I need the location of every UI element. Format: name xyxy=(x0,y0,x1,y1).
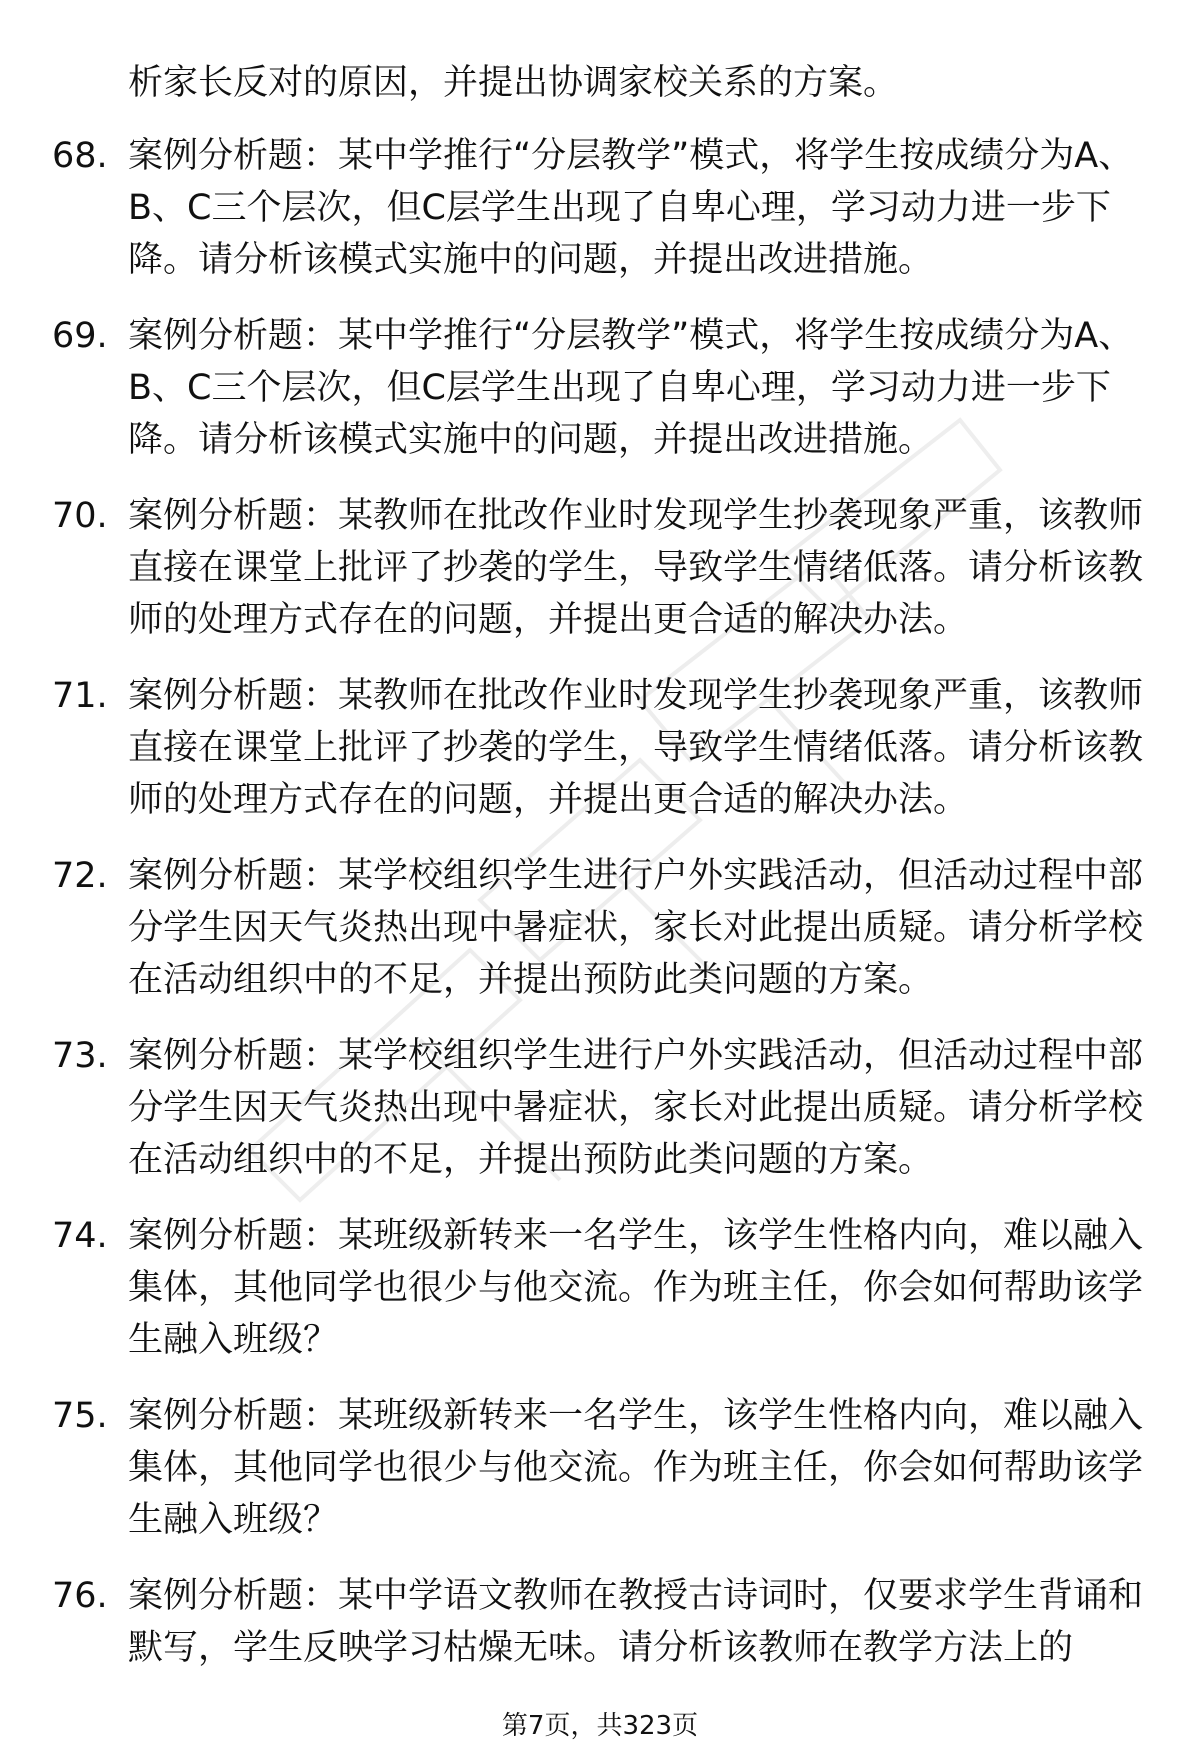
question-text: 案例分析题：某教师在批改作业时发现学生抄袭现象严重，该教师直接在课堂上批评了抄袭的学生，导致学生情绪低落。请分析该教师的处理方式存在的问题，并提出更合适的解决办法。 xyxy=(128,496,1144,640)
question-number: 70. xyxy=(52,496,108,536)
question-number: 75. xyxy=(52,1396,108,1436)
question-number: 72. xyxy=(52,856,108,896)
question-text: 案例分析题：某中学推行“分层教学”模式，将学生按成绩分为A、B、C三个层次，但C层学生出现了自卑心理，学习动力进一步下降。请分析该模式实施中的问题，并提出改进措施。 xyxy=(128,316,1134,460)
question-number: 73. xyxy=(52,1036,108,1076)
page-footer: 第7页，共323页 xyxy=(501,1711,699,1741)
question-number: 76. xyxy=(52,1576,108,1616)
question-text: 案例分析题：某教师在批改作业时发现学生抄袭现象严重，该教师直接在课堂上批评了抄袭的学生，导致学生情绪低落。请分析该教师的处理方式存在的问题，并提出更合适的解决办法。 xyxy=(128,676,1144,820)
question-number: 68. xyxy=(52,136,108,176)
question-text: 案例分析题：某班级新转来一名学生，该学生性格内向，难以融入集体，其他同学也很少与他交流。作为班主任，你会如何帮助该学生融入班级？ xyxy=(128,1216,1144,1360)
question-text: 案例分析题：某中学语文教师在教授古诗词时，仅要求学生背诵和默写，学生反映学习枯燥无味。请分析该教师在教学方法上的 xyxy=(128,1576,1144,1668)
question-number: 69. xyxy=(52,316,108,356)
question-number: 71. xyxy=(52,676,108,716)
question-text: 案例分析题：某班级新转来一名学生，该学生性格内向，难以融入集体，其他同学也很少与他交流。作为班主任，你会如何帮助该学生融入班级？ xyxy=(128,1396,1144,1540)
continuation-text: 析家长反对的原因，并提出协调家校关系的方案。 xyxy=(128,63,899,103)
question-text: 案例分析题：某中学推行“分层教学”模式，将学生按成绩分为A、B、C三个层次，但C层学生出现了自卑心理，学习动力进一步下降。请分析该模式实施中的问题，并提出改进措施。 xyxy=(128,136,1134,280)
question-text: 案例分析题：某学校组织学生进行户外实践活动，但活动过程中部分学生因天气炎热出现中暑症状，家长对此提出质疑。请分析学校在活动组织中的不足，并提出预防此类问题的方案。 xyxy=(128,856,1144,1000)
question-number: 74. xyxy=(52,1216,108,1256)
question-text: 案例分析题：某学校组织学生进行户外实践活动，但活动过程中部分学生因天气炎热出现中暑症状，家长对此提出质疑。请分析学校在活动组织中的不足，并提出预防此类问题的方案。 xyxy=(128,1036,1144,1180)
